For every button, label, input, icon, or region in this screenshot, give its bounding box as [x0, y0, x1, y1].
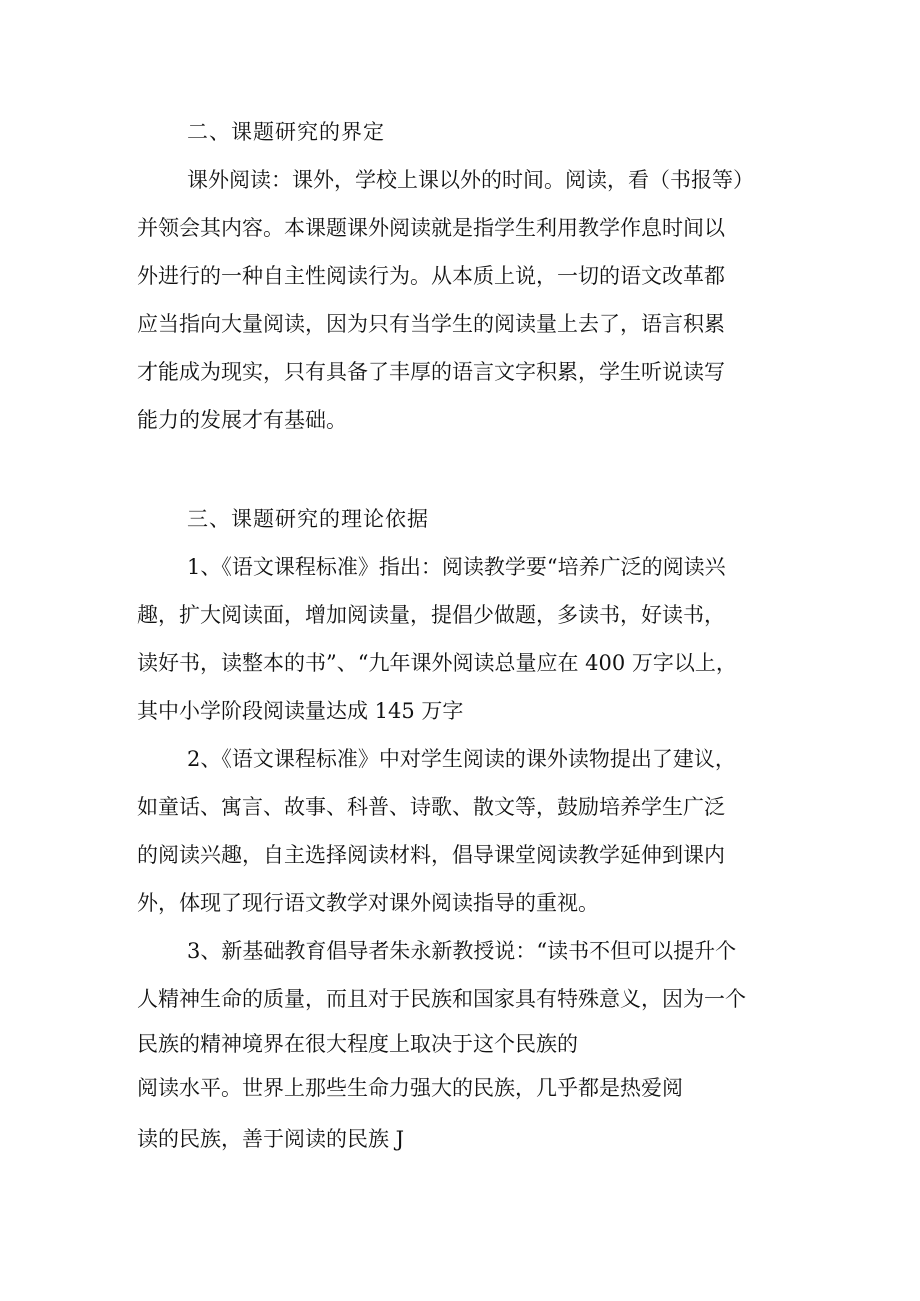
paragraph-line: 人精神生命的质量，而且对于民族和国家具有特殊意义，因为一个	[137, 987, 746, 1011]
paragraph-line: 的阅读兴趣，自主选择阅读材料，倡导课堂阅读教学延伸到课内	[137, 843, 725, 867]
paragraph-line: 读的民族，善于阅读的民族 J	[137, 1127, 405, 1151]
paragraph-line: 读好书，读整本的书”、“九年课外阅读总量应在 400 万字以上，	[137, 651, 737, 675]
paragraph-line: 1、《语文课程标准》指出：阅读教学要“培养广泛的阅读兴	[187, 555, 726, 579]
paragraph-line: 能力的发展才有基础。	[137, 408, 347, 432]
paragraph-line: 才能成为现实，只有具备了丰厚的语言文字积累，学生听说读写	[137, 360, 725, 384]
section-heading-theory: 三、课题研究的理论依据	[187, 507, 429, 531]
paragraph-line: 应当指向大量阅读，因为只有当学生的阅读量上去了，语言积累	[137, 312, 725, 336]
paragraph-line: 3、新基础教育倡导者朱永新教授说：“读书不但可以提升个	[187, 939, 737, 963]
paragraph-line: 民族的精神境界在很大程度上取决于这个民族的	[137, 1032, 578, 1056]
paragraph-line: 外进行的一种自主性阅读行为。从本质上说，一切的语文改革都	[137, 264, 725, 288]
section-heading-definition: 二、课题研究的界定	[187, 120, 385, 144]
paragraph-line: 2、《语文课程标准》中对学生阅读的课外读物提出了建议，	[187, 747, 736, 771]
paragraph-line: 并领会其内容。本课题课外阅读就是指学生利用教学作息时间以	[137, 216, 725, 240]
paragraph-line: 其中小学阶段阅读量达成 145 万字	[137, 699, 464, 723]
paragraph-line: 趣，扩大阅读面，增加阅读量，提倡少做题，多读书，好读书，	[137, 603, 725, 627]
paragraph-line: 如童话、寓言、故事、科普、诗歌、散文等，鼓励培养学生广泛	[137, 795, 725, 819]
paragraph-line: 课外阅读：课外，学校上课以外的时间。阅读，看（书报等）	[187, 168, 754, 192]
paragraph-line: 外，体现了现行语文教学对课外阅读指导的重视。	[137, 891, 599, 915]
paragraph-line: 阅读水平。世界上那些生命力强大的民族，几乎都是热爱阅	[137, 1076, 683, 1100]
